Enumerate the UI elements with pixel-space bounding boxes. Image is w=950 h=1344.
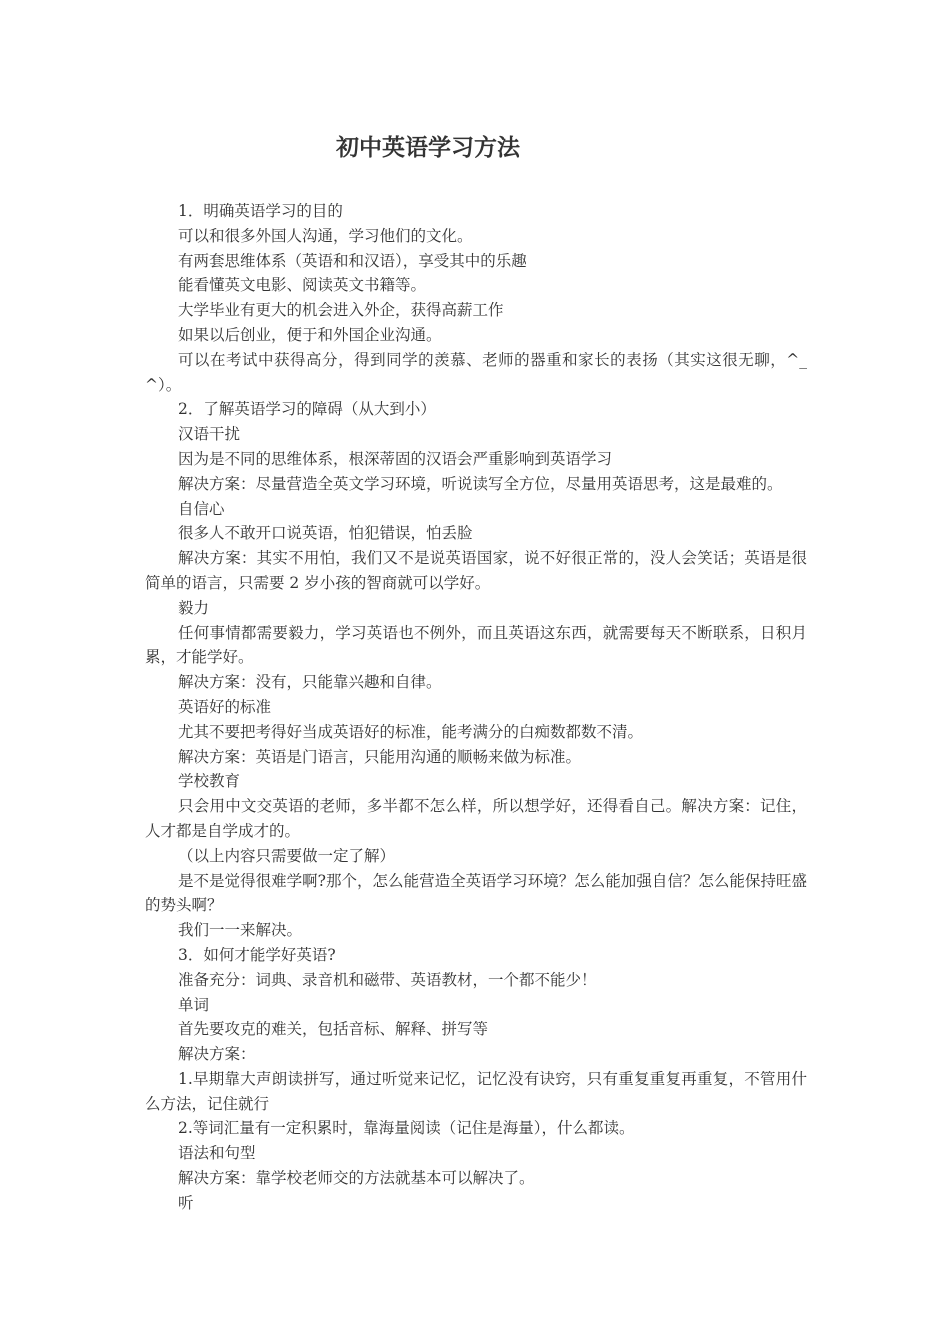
paragraph: 有两套思维体系（英语和和汉语），享受其中的乐趣 <box>178 251 527 270</box>
paragraph: （以上内容只需要做一定了解） <box>178 846 396 865</box>
paragraph: 很多人不敢开口说英语，怕犯错误，怕丢脸 <box>178 524 473 543</box>
paragraph: 3．如何才能学好英语? <box>178 945 336 964</box>
paragraph: 学校教育 <box>178 772 241 791</box>
paragraph: 准备充分：词典、录音机和磁带、英语教材，一个都不能少！ <box>178 970 597 989</box>
paragraph: 我们一一来解决。 <box>178 921 303 940</box>
paragraph: 语法和句型 <box>178 1144 256 1163</box>
paragraph: 自信心 <box>178 499 225 518</box>
paragraph: 解决方案： <box>178 1045 256 1064</box>
paragraph: 解决方案：靠学校老师交的方法就基本可以解决了。 <box>178 1169 535 1188</box>
paragraph: 只会用中文交英语的老师，多半都不怎么样，所以想学好，还得看自己。解决方案：记住，人才都是自学成才的。 <box>145 797 807 840</box>
paragraph: 解决方案：尽量营造全英文学习环境，听说读写全方位，尽量用英语思考，这是最难的。 <box>178 474 783 493</box>
paragraph: 解决方案：英语是门语言，只能用沟通的顺畅来做为标准。 <box>178 747 582 766</box>
paragraph: 尤其不要把考得好当成英语好的标准，能考满分的白痴数都数不清。 <box>178 722 644 741</box>
paragraph: 2.等词汇量有一定积累时，靠海量阅读（记住是海量），什么都读。 <box>178 1119 635 1138</box>
paragraph: 解决方案：没有，只能靠兴趣和自律。 <box>178 673 442 692</box>
document-body <box>145 199 807 1216</box>
paragraph: 如果以后创业，便于和外国企业沟通。 <box>178 325 442 344</box>
document-title: 初中英语学习方法 <box>336 135 520 161</box>
paragraph: 单词 <box>178 995 210 1014</box>
paragraph: 首先要攻克的难关，包括音标、解释、拼写等 <box>178 1020 489 1039</box>
paragraph: 可以和很多外国人沟通，学习他们的文化。 <box>178 226 473 245</box>
paragraph: 2．了解英语学习的障碍（从大到小） <box>178 400 436 419</box>
paragraph: 可以在考试中获得高分，得到同学的羡慕、老师的器重和家长的表扬（其实这很无聊，^_^）。 <box>145 350 807 394</box>
paragraph: 任何事情都需要毅力，学习英语也不例外，而且英语这东西，就需要每天不断联系，日积月累，才能学好。 <box>145 623 807 667</box>
paragraph: 解决方案：其实不用怕，我们又不是说英语国家，说不好很正常的，没人会笑话；英语是很简单的语言，只需要 2 岁小孩的智商就可以学好。 <box>145 549 807 592</box>
paragraph: 1.早期靠大声朗读拼写，通过听觉来记忆，记忆没有诀窍，只有重复重复再重复，不管用什么方法，记住就行 <box>145 1069 807 1113</box>
paragraph: 因为是不同的思维体系，根深蒂固的汉语会严重影响到英语学习 <box>178 449 613 468</box>
paragraph: 听 <box>178 1193 194 1212</box>
paragraph: 能看懂英文电影、阅读英文书籍等。 <box>178 276 427 295</box>
paragraph: 是不是觉得很难学啊?那个，怎么能营造全英语学习环境？怎么能加强自信？怎么能保持旺盛的势头啊？ <box>145 871 807 915</box>
paragraph: 大学毕业有更大的机会进入外企，获得高薪工作 <box>178 301 504 320</box>
paragraph: 英语好的标准 <box>178 697 272 716</box>
paragraph: 毅力 <box>178 598 210 617</box>
paragraph: 1．明确英语学习的目的 <box>178 202 343 220</box>
paragraph: 汉语干扰 <box>178 425 241 444</box>
